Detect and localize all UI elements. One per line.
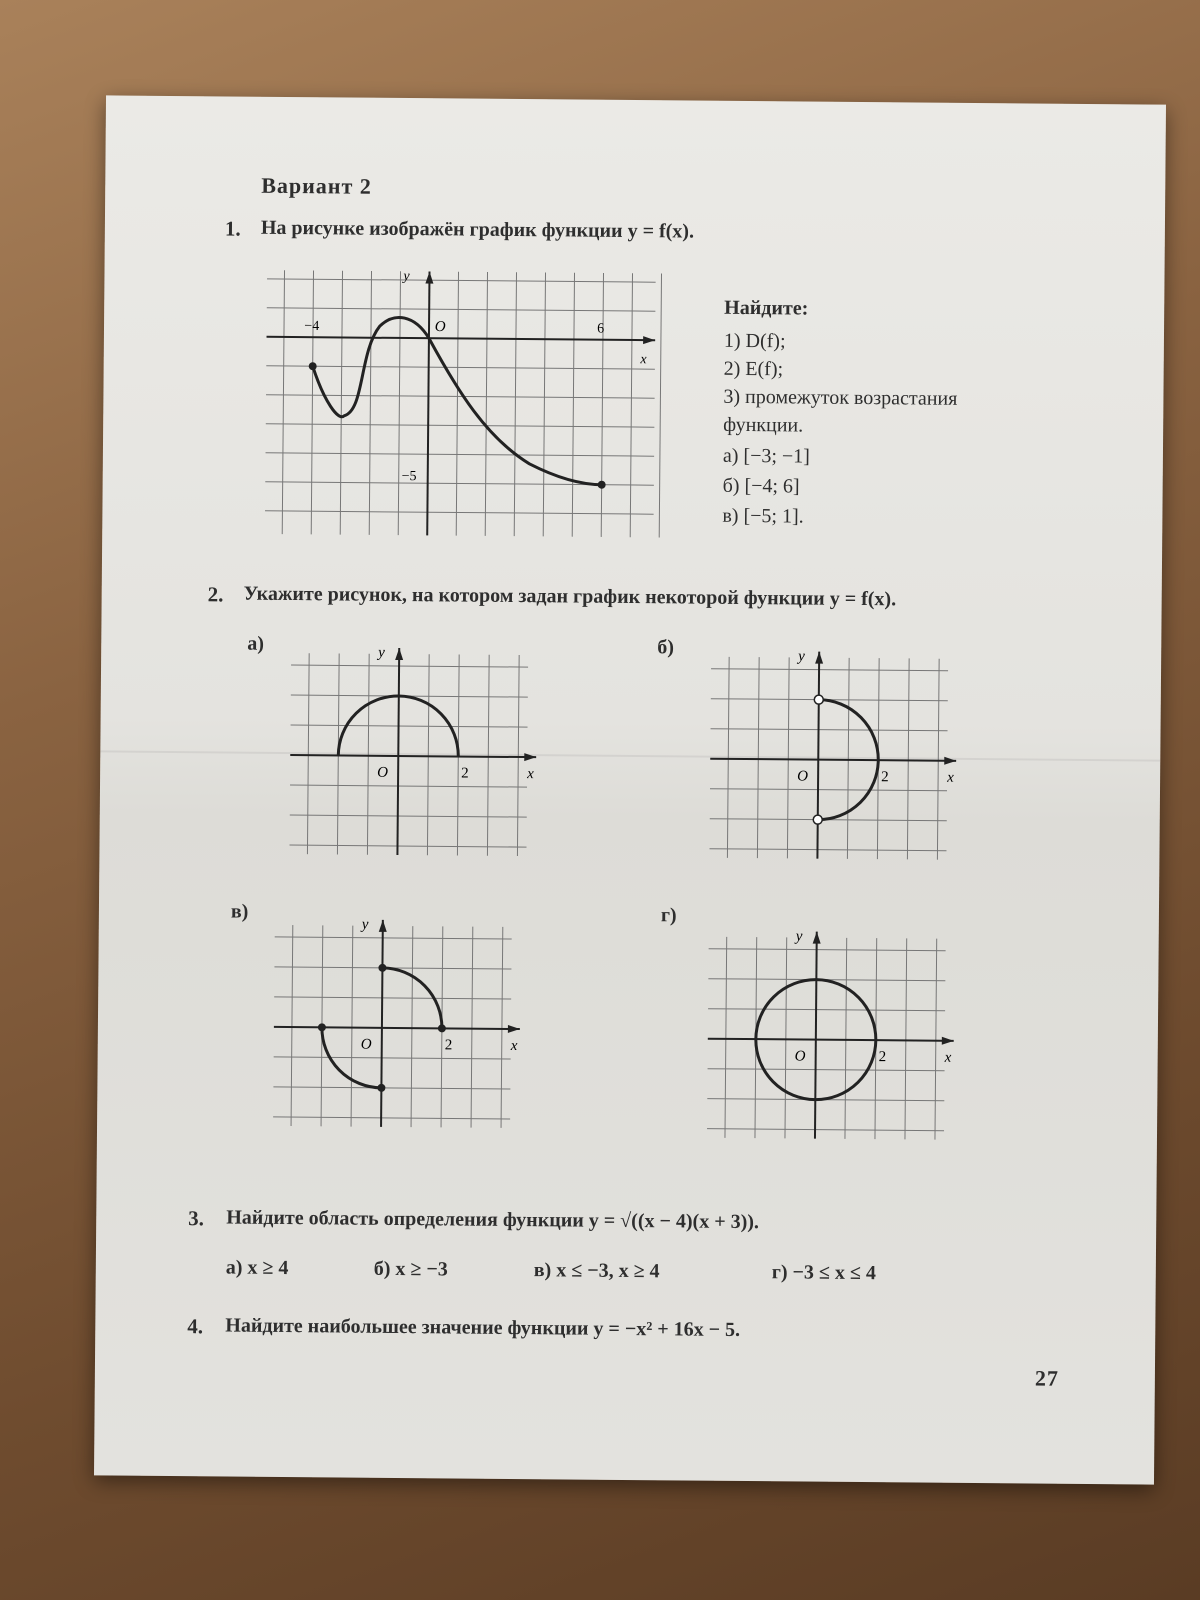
tick-label-2: 2 [461,765,469,782]
task3-option-v: в) x ≤ −3, x ≥ 4 [533,1259,660,1283]
y-axis-arrow [379,920,387,932]
task2-panel-v-graph [269,907,521,1159]
task2-panel-v-label: в) [230,900,249,923]
y-axis [397,648,399,855]
origin-label: O [377,764,389,781]
grid-line [290,845,527,847]
grid-line [369,271,371,535]
grid-line [367,654,369,855]
origin-label: O [797,768,809,785]
task1-option: в) [−5; 1]. [722,504,804,528]
task3-number: 3. [188,1206,205,1231]
y-axis-label: y [795,928,803,945]
y-axis-arrow [815,652,823,664]
grid-line [659,274,661,538]
grid-line [471,927,473,1128]
open-point-bottom [813,815,822,824]
y-axis-arrow [813,932,821,944]
grid-line [905,938,907,1139]
y-axis-label: y [798,648,805,665]
grid-line [517,655,519,856]
page-number: 27 [1034,1365,1059,1391]
grid-line [485,272,487,536]
grid-line [708,1009,945,1011]
grid-line [757,657,759,858]
x-axis [267,337,656,340]
open-point-top [814,695,823,704]
filled-point [378,964,386,972]
grid-line [935,939,937,1140]
filled-point [438,1024,446,1032]
grid-line [398,271,400,535]
grid-line [711,669,948,671]
grid-line [456,272,458,536]
grid-line [937,659,939,860]
grid-line [707,1129,944,1131]
grid-line [711,729,948,731]
grid-line [847,658,849,859]
grid-line [708,1069,945,1071]
task1-items [723,327,1024,442]
task1-graph [252,257,674,541]
origin-label: O [794,1048,806,1065]
grid-line [282,270,284,534]
task1-tick-label-x-right: 6 [597,321,605,337]
x-axis-arrow [643,336,655,344]
grid-line [543,273,545,537]
x-axis-arrow [942,1037,954,1045]
task1-item: 3) промежуток возрастания функции. [723,385,958,437]
task3-option-b: б) x ≥ −3 [373,1257,448,1281]
grid-line [785,937,787,1138]
grid-line [787,657,789,858]
task2-panel-b-graph [705,631,957,873]
grid-line [274,997,511,999]
grid-line [907,658,909,859]
task1-option: б) [−4; 6] [722,474,800,498]
task3-option-a: а) x ≥ 4 [225,1256,289,1280]
x-axis-arrow [508,1025,520,1033]
grid-line [340,271,342,535]
x-axis-label: x [527,766,534,783]
task1-x-axis-label: x [640,352,647,368]
grid-line [601,273,603,537]
filled-point [318,1023,326,1031]
task1-find-label: Найдите: [724,296,809,320]
grid-line [411,926,413,1127]
task1-number: 1. [224,216,241,241]
grid-line [630,273,632,537]
task1-grid [265,270,662,537]
task2-panel-a-label: а) [247,632,265,655]
grid-line [266,453,655,456]
grid-line [351,926,353,1127]
grid-line [267,308,656,311]
x-axis [274,1027,520,1029]
filled-point [377,1084,385,1092]
task1-origin-label: O [434,319,446,336]
task2-panel-g-label: г) [660,904,677,927]
x-axis-arrow [944,757,956,765]
grid-line [501,927,503,1128]
x-axis [290,755,536,757]
x-axis [710,759,956,761]
task1-option: а) [−3; −1] [722,444,810,468]
grid-line [427,654,429,855]
paper-fold [100,750,1160,761]
task1-end-point [598,481,606,489]
task1-tick-label-x-left: −4 [304,318,320,335]
grid-line [275,937,512,939]
task2-text: Укажите рисунок, на котором задан график некоторой функции y = f(x). [243,582,897,611]
task1-tick-label-y-bottom: −5 [401,469,417,485]
tick-label-2: 2 [444,1037,453,1054]
grid-line [307,653,309,854]
x-axis-label: x [944,1049,952,1066]
variant-title: Вариант 2 [261,172,372,199]
grid-line [274,1057,511,1059]
grid-line [291,725,528,727]
task3-option-g: г) −3 ≤ x ≤ 4 [771,1261,876,1285]
task3-text: Найдите область определения функции y = √((x − 4)(x + 3)). [226,1206,760,1234]
y-axis [427,272,429,536]
task1-y-axis-label: y [403,269,410,285]
task1-options [722,441,810,532]
grid-line [267,279,656,282]
grid-line [290,785,527,787]
task2-number: 2. [207,582,224,607]
x-axis-arrow [524,753,536,761]
grid-line [311,271,313,535]
task1-item: 2) E(f); [723,357,784,381]
grid-line [291,925,293,1126]
task2-panel-g-graph [703,911,955,1153]
task4-text: Найдите наибольшее значение функции y = −x² + 16x − 5. [225,1314,741,1341]
tick-label-2: 2 [881,769,889,786]
grid-line [725,937,727,1138]
grid-line [572,273,574,537]
task1-start-point [309,362,317,370]
task1-item: 1) D(f); [723,329,786,353]
x-axis-label: x [510,1037,518,1055]
task2-panel-b-label: б) [657,636,675,659]
task4-number: 4. [187,1314,204,1339]
grid-line [709,949,946,951]
y-axis [381,920,383,1127]
tick-label-2: 2 [878,1049,887,1066]
grid-line [266,366,655,369]
grid-line [727,657,729,858]
y-axis-label: y [378,644,385,661]
grid-line [265,511,654,514]
y-axis-label: y [361,916,369,933]
y-axis [817,652,819,859]
worksheet-page [94,95,1166,1484]
grid-line [845,938,847,1139]
x-axis [708,1039,954,1041]
grid-line [266,424,655,427]
task1-text: На рисунке изображён график функции y = f(x). [260,216,695,243]
grid-line [290,815,527,817]
y-axis-arrow [395,648,403,660]
grid-line [710,789,947,791]
task2-panel-a-graph [285,627,537,869]
y-axis [815,932,817,1139]
y-axis-arrow [425,271,433,283]
grid-line [273,1087,510,1089]
grid-line [273,1117,510,1119]
x-axis-label: x [947,769,954,786]
origin-label: O [360,1036,372,1053]
grid-line [709,849,946,851]
grid-line [514,272,516,536]
grid-line [291,665,528,667]
grid-line [487,655,489,856]
